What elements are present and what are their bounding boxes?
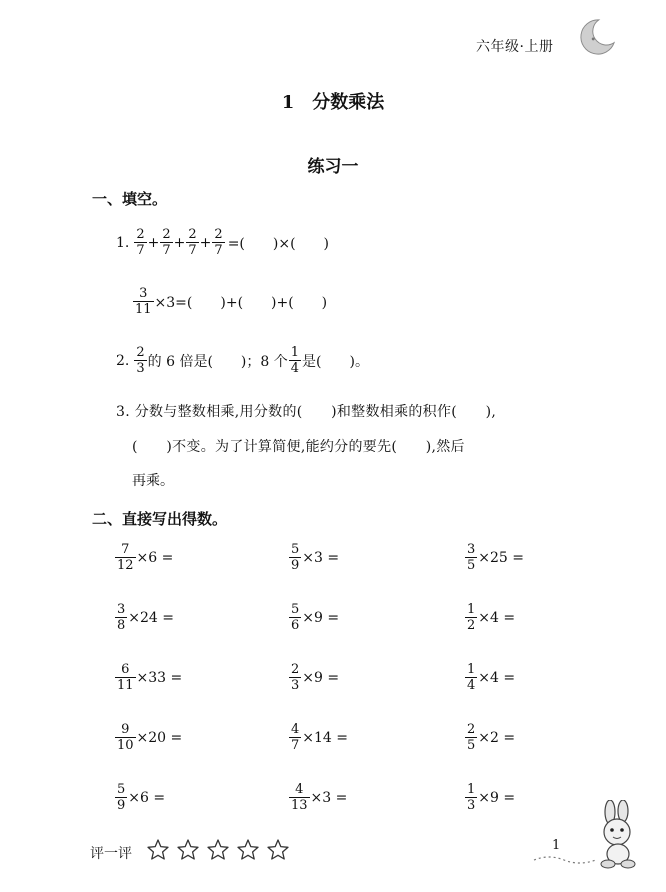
denominator: 4: [467, 678, 476, 693]
numerator: 5: [117, 782, 126, 797]
fraction: [465, 723, 477, 752]
denominator: 7: [188, 243, 197, 258]
fraction: [186, 228, 198, 257]
calc-problem: [464, 783, 515, 812]
fill-question-1: [116, 228, 329, 257]
fraction: [465, 663, 477, 692]
moon-icon: [578, 18, 616, 56]
fraction: [115, 723, 136, 752]
operation-text: ×2 =: [478, 729, 516, 746]
numerator: 3: [139, 286, 148, 301]
operation-text: ×9 =: [302, 609, 340, 626]
exercise-title: 练习一: [307, 157, 359, 177]
numerator: 9: [121, 722, 130, 737]
numerator: 4: [295, 782, 304, 797]
operation-text: ×9 =: [302, 669, 340, 686]
lesson-title-text: 1 分数乘法: [281, 92, 385, 113]
numerator: 5: [291, 602, 300, 617]
fraction: [289, 663, 301, 692]
denominator: 9: [117, 798, 126, 813]
fill-question-3-line-3: 再乘。: [132, 473, 174, 489]
operation-text: ×4 =: [478, 669, 516, 686]
question-number: 2.: [116, 352, 130, 369]
fraction: [289, 346, 301, 375]
fraction: [133, 287, 154, 316]
numerator: 1: [467, 602, 476, 617]
fraction: [289, 783, 310, 812]
rating-stars: [146, 838, 290, 862]
numerator: 5: [291, 542, 300, 557]
operation-text: ×25 =: [478, 549, 525, 566]
star-icon[interactable]: [146, 838, 170, 862]
fill-question-3-line-2[interactable]: ( )不变。为了计算简便,能约分的要先( ),然后: [132, 439, 465, 455]
answer-blank-expression[interactable]: =( )×( ): [227, 235, 329, 252]
operation-text: ×6 =: [136, 549, 174, 566]
denominator: 6: [291, 618, 300, 633]
fill-question-3-line-1[interactable]: 3. 分数与整数相乘,用分数的( )和整数相乘的积作( ),: [116, 404, 497, 420]
denominator: 13: [291, 798, 308, 813]
calc-problem: [464, 723, 515, 752]
numerator: 2: [467, 722, 476, 737]
calc-problem: [464, 543, 524, 572]
operation-text: ×33 =: [136, 669, 183, 686]
calc-problem: [288, 783, 347, 812]
numerator: 2: [214, 227, 223, 242]
operation-text: ×3 =: [302, 549, 340, 566]
rabbit-illustration: [590, 800, 646, 870]
denominator: 7: [136, 243, 145, 258]
calc-problem: [288, 543, 339, 572]
plus-sign: +: [147, 234, 160, 251]
numerator: 6: [121, 662, 130, 677]
calc-problem: [464, 663, 515, 692]
calc-problem: [114, 603, 174, 632]
operation-text: ×24 =: [128, 609, 175, 626]
numerator: 2: [136, 345, 145, 360]
operation-text: ×6 =: [128, 789, 166, 806]
star-icon[interactable]: [266, 838, 290, 862]
section-direct-answer-title: 二、直接写出得数。: [92, 510, 228, 528]
calc-problem: [114, 783, 165, 812]
denominator: 11: [135, 302, 152, 317]
fraction: [465, 603, 477, 632]
fraction: [115, 543, 136, 572]
fraction: [212, 228, 224, 257]
plus-sign: +: [173, 234, 186, 251]
denominator: 10: [117, 738, 134, 753]
numerator: 3: [467, 542, 476, 557]
calc-problem: [288, 723, 348, 752]
operation-text: ×14 =: [302, 729, 349, 746]
numerator: 2: [188, 227, 197, 242]
operation-text: ×20 =: [136, 729, 183, 746]
calc-problem: [114, 663, 182, 692]
denominator: 7: [291, 738, 300, 753]
numerator: 1: [290, 345, 300, 360]
numerator: 2: [136, 227, 145, 242]
section-fill-blank-title: 一、填空。: [92, 190, 168, 208]
fraction: [134, 346, 146, 375]
numerator: 4: [291, 722, 300, 737]
star-icon[interactable]: [236, 838, 260, 862]
question-text[interactable]: 是( )。: [302, 353, 369, 370]
question-text[interactable]: 的 6 倍是( )；8 个: [147, 353, 288, 370]
fraction: [465, 543, 477, 572]
numerator: 7: [121, 542, 130, 557]
denominator: 3: [467, 798, 476, 813]
plus-sign: +: [199, 234, 212, 251]
page-number: 1: [552, 838, 561, 853]
fraction: [289, 603, 301, 632]
fraction: [160, 228, 172, 257]
denominator: 3: [291, 678, 300, 693]
denominator: 11: [117, 678, 134, 693]
denominator: 8: [117, 618, 126, 633]
answer-blank-expression[interactable]: ×3=( )+( )+( ): [154, 294, 328, 311]
denominator: 7: [162, 243, 171, 258]
calc-problem: [288, 603, 339, 632]
denominator: 2: [467, 618, 476, 633]
denominator: 9: [291, 558, 300, 573]
denominator: 3: [136, 361, 145, 376]
numerator: 2: [291, 662, 300, 677]
denominator: 5: [467, 558, 476, 573]
denominator: 12: [117, 558, 134, 573]
calc-problem: [464, 603, 515, 632]
calc-problem: [114, 723, 182, 752]
operation-text: ×9 =: [478, 789, 516, 806]
numerator: 3: [117, 602, 126, 617]
fraction: [115, 603, 127, 632]
rating-label: 评一评: [90, 846, 132, 862]
operation-text: ×3 =: [310, 789, 348, 806]
lesson-title: [0, 88, 666, 114]
fraction: [289, 723, 301, 752]
calc-problem: [114, 543, 173, 572]
fraction: [289, 543, 301, 572]
calc-problem: [288, 663, 339, 692]
grade-label: 六年级·上册: [476, 39, 554, 55]
fill-question-1-line-2: [132, 287, 327, 316]
denominator: 5: [467, 738, 476, 753]
star-icon[interactable]: [176, 838, 200, 862]
fraction: [115, 783, 127, 812]
denominator: 4: [290, 361, 300, 376]
numerator: 1: [467, 662, 476, 677]
fraction: [115, 663, 136, 692]
fill-question-2: [116, 346, 369, 375]
fraction: [465, 783, 477, 812]
numerator: 1: [467, 782, 476, 797]
star-icon[interactable]: [206, 838, 230, 862]
question-number: 1.: [116, 234, 130, 251]
fraction: [134, 228, 146, 257]
numerator: 2: [162, 227, 171, 242]
operation-text: ×4 =: [478, 609, 516, 626]
denominator: 7: [214, 243, 223, 258]
